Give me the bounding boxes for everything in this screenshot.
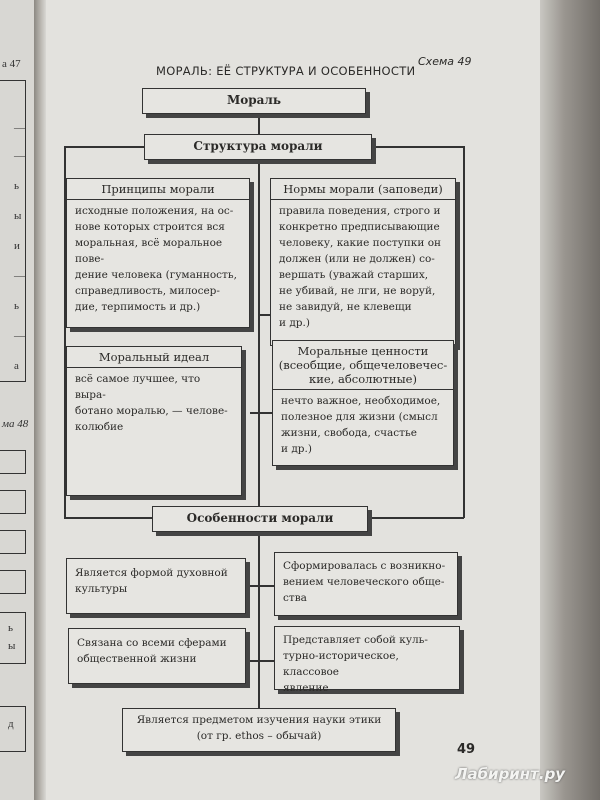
- feature-box-4: [274, 626, 460, 694]
- feature-text: [275, 627, 459, 699]
- connector-line: [463, 146, 465, 518]
- text-line: конкретно предписывающие: [279, 221, 440, 233]
- text-line: человеку, какие поступки он: [279, 237, 442, 249]
- text-line: общественной жизни: [77, 653, 197, 665]
- page-edge-shadow: [540, 0, 600, 800]
- text-line: и др.): [279, 317, 310, 329]
- connector-line: [246, 585, 274, 587]
- text-line: исходные положения, на ос-: [75, 205, 234, 217]
- feature-text: [69, 629, 245, 670]
- features-label: Особенности морали: [186, 511, 334, 525]
- left-fragment: ы: [8, 640, 16, 652]
- text-line: Сформировалась с возникно-: [283, 560, 446, 572]
- left-fragment: д: [8, 718, 14, 730]
- text-line: должен (или не должен) со-: [279, 253, 435, 265]
- text-line: колюбие: [75, 421, 124, 433]
- connector-line: [64, 146, 144, 148]
- structure-label: Структура морали: [193, 139, 323, 153]
- text-line: нечто важное, необходимое,: [281, 395, 441, 407]
- norms-box: [270, 178, 456, 346]
- text-line: и др.): [281, 443, 312, 455]
- left-fragment: ь: [14, 300, 20, 312]
- left-fragment: —: [14, 150, 25, 162]
- text-line: культуры: [75, 583, 128, 595]
- text-line: всё самое лучшее, что выра-: [75, 373, 201, 401]
- text-line: Является формой духовной: [75, 567, 228, 579]
- left-box: [0, 490, 26, 514]
- connector-line: [372, 146, 464, 148]
- ideal-body: [67, 368, 241, 438]
- text-line: Связана со всеми сферами: [77, 637, 227, 649]
- page-number: 49: [457, 742, 476, 757]
- root-box: [142, 88, 366, 114]
- principles-box: [66, 178, 250, 328]
- watermark: Лабиринт.ру: [455, 765, 566, 783]
- feature-box-1: [66, 558, 246, 614]
- text-line: ства: [283, 592, 307, 604]
- scheme-label: Схема 49: [418, 55, 472, 68]
- connector-line: [250, 412, 272, 414]
- connector-line: [258, 158, 260, 510]
- left-fragment: —: [14, 122, 25, 134]
- text-line: полезное для жизни (смысл: [281, 411, 438, 423]
- text-line: Моральные ценности: [297, 344, 429, 358]
- text-line: Является предметом изучения науки этики: [136, 714, 382, 726]
- feature-box-5: [122, 708, 396, 752]
- principles-body: [67, 200, 249, 318]
- page-title: МОРАЛЬ: ЕЁ СТРУКТУРА И ОСОБЕННОСТИ: [156, 64, 416, 78]
- text-line: не убивай, не лги, не воруй,: [279, 285, 436, 297]
- feature-text: [275, 553, 457, 609]
- left-fragment: ы: [14, 210, 22, 222]
- text-line: турно-историческое, классовое: [283, 650, 399, 678]
- text-line: правила поведения, строго и: [279, 205, 441, 217]
- text-line: явление: [283, 682, 329, 694]
- values-box: [272, 340, 454, 466]
- left-fragment: а 47: [2, 58, 21, 70]
- connector-line: [258, 112, 260, 136]
- norms-head: Нормы морали (заповеди): [271, 179, 455, 200]
- text-line: кие, абсолютные): [309, 372, 417, 386]
- left-fragment: —: [14, 270, 25, 282]
- left-page-edge: [0, 0, 34, 800]
- text-line: не завидуй, не клевещи: [279, 301, 412, 313]
- text-line: дение человека (гуманность,: [75, 269, 237, 281]
- left-box: [0, 612, 26, 664]
- features-box: [152, 506, 368, 532]
- text-line: моральная, всё моральное пове-: [75, 237, 223, 265]
- values-body: [273, 390, 453, 460]
- connector-line: [370, 517, 464, 519]
- feature-text: [67, 559, 245, 600]
- feature-box-3: [68, 628, 246, 684]
- connector-line: [64, 517, 152, 519]
- connector-line: [258, 314, 270, 316]
- structure-box: [144, 134, 372, 160]
- book-spine: [34, 0, 46, 800]
- text-line: дие, терпимость и др.): [75, 301, 201, 313]
- root-label: Мораль: [226, 93, 282, 107]
- left-fragment: и: [14, 240, 20, 252]
- left-box: [0, 530, 26, 554]
- left-box: [0, 450, 26, 474]
- left-fragment: ь: [14, 180, 20, 192]
- feature-text: [123, 709, 395, 747]
- connector-line: [258, 531, 260, 709]
- feature-box-2: [274, 552, 458, 616]
- principles-head: Принципы морали: [67, 179, 249, 200]
- left-fragment: а: [14, 360, 19, 372]
- connector-line: [246, 660, 274, 662]
- text-line: вением человеческого обще-: [283, 576, 445, 588]
- ideal-head: Моральный идеал: [67, 347, 241, 368]
- norms-body: [271, 200, 455, 334]
- text-line: (всеобщие, общечеловечес-: [278, 358, 448, 372]
- ideal-box: [66, 346, 242, 496]
- values-head: [273, 341, 453, 390]
- text-line: ботано моралью, — челове-: [75, 405, 228, 417]
- text-line: жизни, свобода, счастье: [281, 427, 417, 439]
- left-fragment: —: [14, 330, 25, 342]
- left-fragment: ь: [8, 622, 14, 634]
- text-line: справедливость, милосер-: [75, 285, 220, 297]
- text-line: Представляет собой куль-: [283, 634, 428, 646]
- text-line: вершать (уважай старших,: [279, 269, 429, 281]
- text-line: нове которых строится вся: [75, 221, 225, 233]
- text-line: (от гр. ethos – обычай): [196, 730, 322, 742]
- left-box: [0, 570, 26, 594]
- left-fragment: ма 48: [2, 418, 29, 430]
